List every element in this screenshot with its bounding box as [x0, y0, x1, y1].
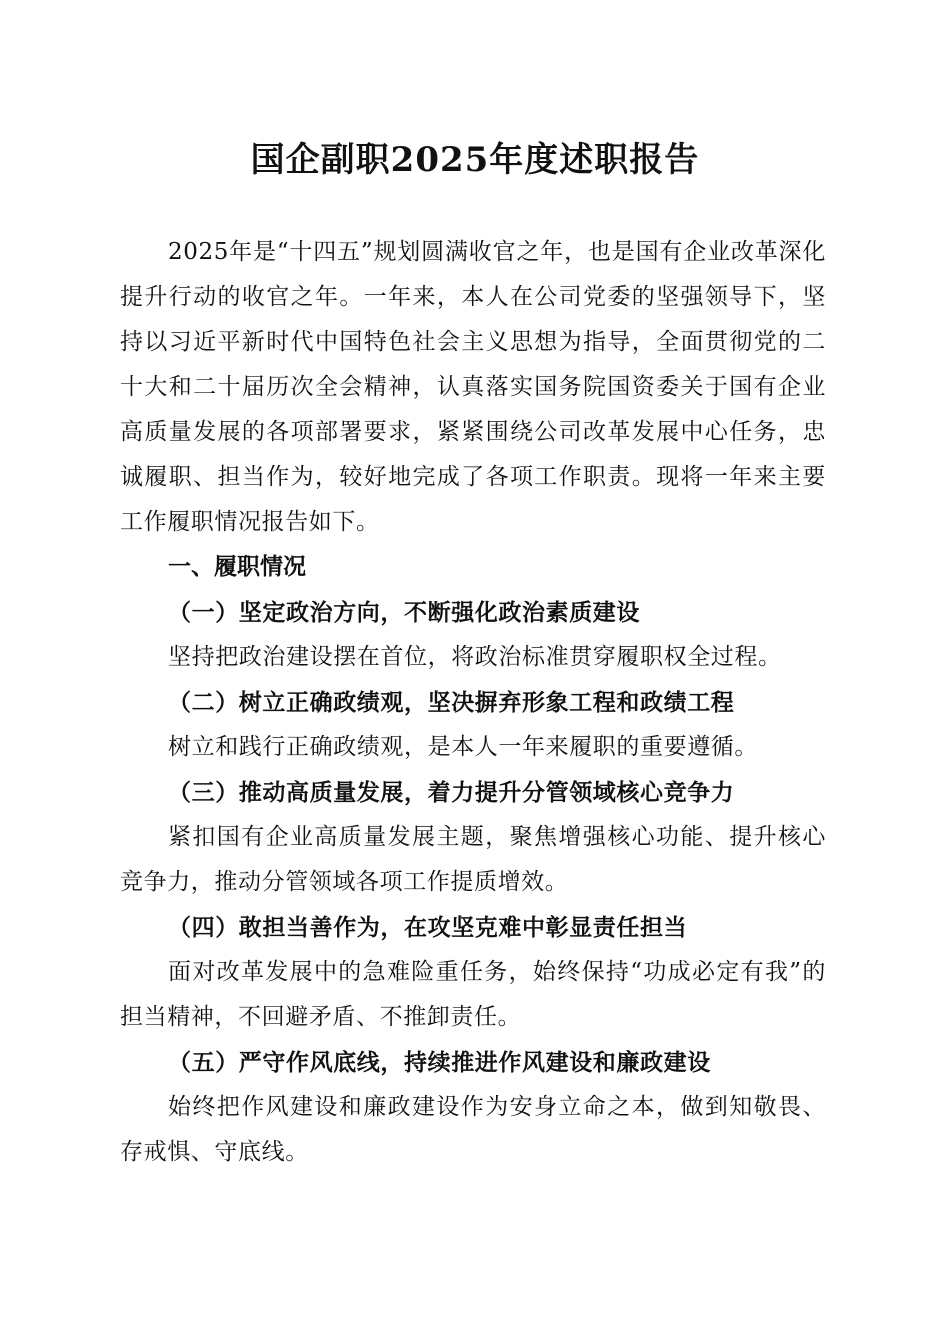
subsection-body-2: 树立和践行正确政绩观，是本人一年来履职的重要遵循。 — [168, 734, 758, 760]
subsection-heading-5: （五）严守作风底线，持续推进作风建设和廉政建设 — [168, 1049, 711, 1076]
subsection-body-4: 面对改革发展中的急难险重任务，始终保持“功成必定有我”的担当精神，不回避矛盾、不推卸责任。 — [120, 959, 826, 1030]
subsection-heading-3: （三）推动高质量发展，着力提升分管领域核心竞争力 — [168, 779, 735, 806]
intro-paragraph: 2025年是“十四五”规划圆满收官之年，也是国有企业改革深化提升行动的收官之年。一年来，本人在公司党委的坚强领导下，坚持以习近平新时代中国特色社会主义思想为指导，全面贯彻党的二十大和二十届历次全会精神，认真落实国务院国资委关于国有企业高质量发展的各项部署要求，紧紧围绕公司改革发展中心任务，忠诚履职、担当作为，较好地完成了各项工作职责。现将一年来主要工作履职情况报告如下。 — [120, 239, 826, 535]
document-body — [120, 230, 826, 1175]
subsection-body-1: 坚持把政治建设摆在首位，将政治标准贯穿履职权全过程。 — [168, 644, 782, 670]
subsection-body-5: 始终把作风建设和廉政建设作为安身立命之本，做到知敬畏、存戒惧、守底线。 — [120, 1094, 826, 1165]
subsection-body-3: 紧扣国有企业高质量发展主题，聚焦增强核心功能、提升核心竞争力，推动分管领域各项工作提质增效。 — [120, 824, 826, 895]
subsection-heading-4: （四）敢担当善作为，在攻坚克难中彰显责任担当 — [168, 914, 688, 941]
section-heading: 一、履职情况 — [168, 554, 306, 580]
document-title: 国企副职2025年度述职报告 — [250, 140, 700, 180]
subsection-heading-1: （一）坚定政治方向，不断强化政治素质建设 — [168, 599, 640, 626]
subsection-heading-2: （二）树立正确政绩观，坚决摒弃形象工程和政绩工程 — [168, 689, 735, 716]
